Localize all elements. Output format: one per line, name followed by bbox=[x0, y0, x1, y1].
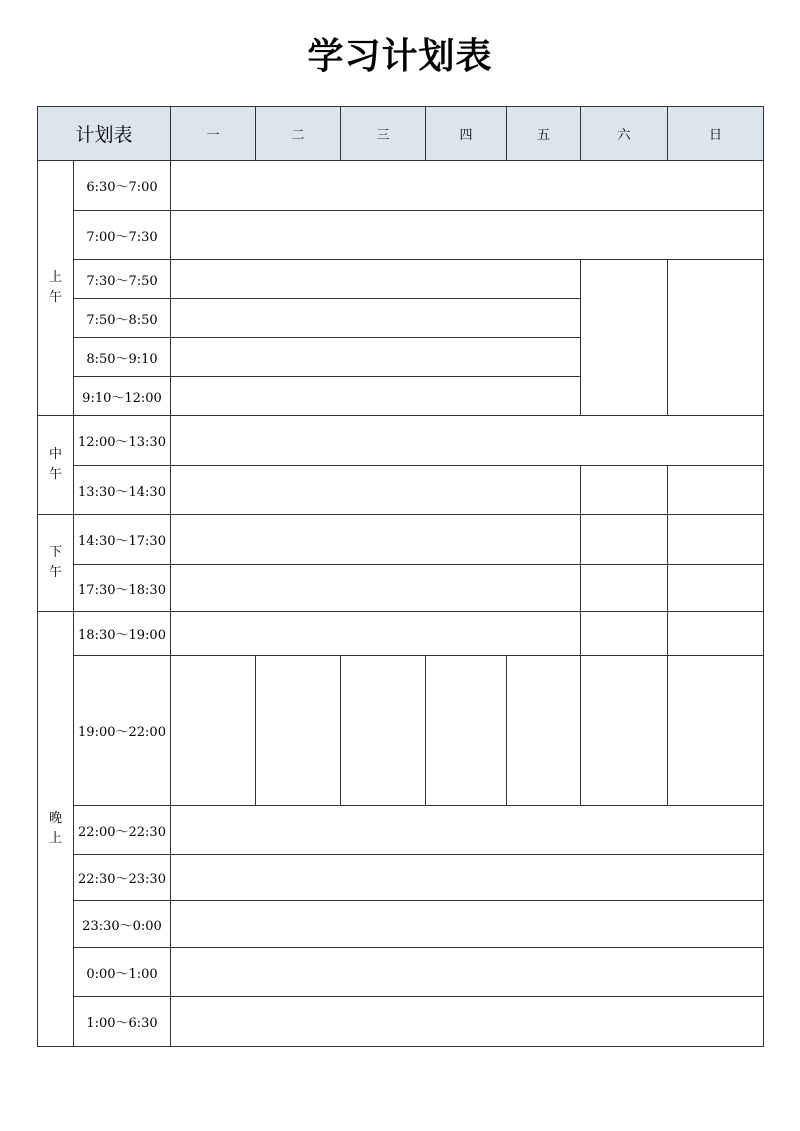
day-header-tue: 二 bbox=[256, 107, 341, 161]
table-row bbox=[38, 260, 764, 299]
plan-cell-thu[interactable] bbox=[426, 656, 507, 806]
plan-cell-sun[interactable] bbox=[668, 656, 764, 806]
table-row bbox=[38, 466, 764, 515]
study-plan-table bbox=[37, 106, 764, 1047]
table-row bbox=[38, 901, 764, 948]
plan-cell[interactable] bbox=[171, 515, 581, 565]
table-row bbox=[38, 948, 764, 997]
plan-cell-sat[interactable] bbox=[581, 656, 668, 806]
period-afternoon: 下 午 bbox=[38, 515, 74, 612]
table-row bbox=[38, 997, 764, 1047]
time-slot: 6:30～7:00 bbox=[74, 161, 171, 211]
time-slot: 23:30～0:00 bbox=[74, 901, 171, 948]
time-slot: 22:00～22:30 bbox=[74, 806, 171, 855]
period-morning: 上 午 bbox=[38, 161, 74, 416]
plan-cell[interactable] bbox=[171, 377, 581, 416]
time-slot: 9:10～12:00 bbox=[74, 377, 171, 416]
day-header-wed: 三 bbox=[341, 107, 426, 161]
period-evening: 晚 上 bbox=[38, 612, 74, 1047]
period-noon: 中 午 bbox=[38, 416, 74, 515]
plan-cell[interactable] bbox=[171, 612, 581, 656]
day-header-sun: 日 bbox=[668, 107, 764, 161]
table-row bbox=[38, 806, 764, 855]
plan-cell-sat[interactable] bbox=[581, 260, 668, 416]
header-corner: 计划表 bbox=[38, 107, 171, 161]
page-title: 学习计划表 bbox=[307, 36, 493, 77]
time-slot: 14:30～17:30 bbox=[74, 515, 171, 565]
table-row bbox=[38, 416, 764, 466]
plan-cell-sun[interactable] bbox=[668, 565, 764, 612]
time-slot: 7:30～7:50 bbox=[74, 260, 171, 299]
table-row bbox=[38, 855, 764, 901]
plan-cell[interactable] bbox=[171, 211, 764, 260]
table-row bbox=[38, 211, 764, 260]
plan-cell[interactable] bbox=[171, 565, 581, 612]
plan-cell[interactable] bbox=[171, 299, 581, 338]
plan-cell-sun[interactable] bbox=[668, 260, 764, 416]
time-slot: 0:00～1:00 bbox=[74, 948, 171, 997]
plan-cell[interactable] bbox=[171, 806, 764, 855]
time-slot: 8:50～9:10 bbox=[74, 338, 171, 377]
plan-cell-sat[interactable] bbox=[581, 515, 668, 565]
plan-cell-sat[interactable] bbox=[581, 466, 668, 515]
day-header-sat: 六 bbox=[581, 107, 668, 161]
plan-cell[interactable] bbox=[171, 997, 764, 1047]
table-row bbox=[38, 515, 764, 565]
day-header-mon: 一 bbox=[171, 107, 256, 161]
plan-cell[interactable] bbox=[171, 855, 764, 901]
plan-cell[interactable] bbox=[171, 901, 764, 948]
plan-cell-sun[interactable] bbox=[668, 466, 764, 515]
plan-cell-tue[interactable] bbox=[256, 656, 341, 806]
table-row bbox=[38, 656, 764, 806]
plan-cell-sun[interactable] bbox=[668, 612, 764, 656]
time-slot: 18:30～19:00 bbox=[74, 612, 171, 656]
day-header-fri: 五 bbox=[507, 107, 581, 161]
plan-cell-wed[interactable] bbox=[341, 656, 426, 806]
plan-cell-mon[interactable] bbox=[171, 656, 256, 806]
table-row bbox=[38, 161, 764, 211]
time-slot: 17:30～18:30 bbox=[74, 565, 171, 612]
table-row bbox=[38, 612, 764, 656]
table-row bbox=[38, 565, 764, 612]
time-slot: 1:00～6:30 bbox=[74, 997, 171, 1047]
plan-cell-sat[interactable] bbox=[581, 565, 668, 612]
plan-cell-sat[interactable] bbox=[581, 612, 668, 656]
time-slot: 7:50～8:50 bbox=[74, 299, 171, 338]
plan-cell[interactable] bbox=[171, 260, 581, 299]
time-slot: 13:30～14:30 bbox=[74, 466, 171, 515]
plan-cell[interactable] bbox=[171, 161, 764, 211]
time-slot: 12:00～13:30 bbox=[74, 416, 171, 466]
time-slot: 22:30～23:30 bbox=[74, 855, 171, 901]
plan-cell-sun[interactable] bbox=[668, 515, 764, 565]
time-slot: 7:00～7:30 bbox=[74, 211, 171, 260]
plan-cell[interactable] bbox=[171, 338, 581, 377]
plan-cell[interactable] bbox=[171, 466, 581, 515]
plan-cell[interactable] bbox=[171, 948, 764, 997]
plan-cell[interactable] bbox=[171, 416, 764, 466]
time-slot: 19:00～22:00 bbox=[74, 656, 171, 806]
plan-cell-fri[interactable] bbox=[507, 656, 581, 806]
header-row bbox=[38, 107, 764, 161]
day-header-thu: 四 bbox=[426, 107, 507, 161]
